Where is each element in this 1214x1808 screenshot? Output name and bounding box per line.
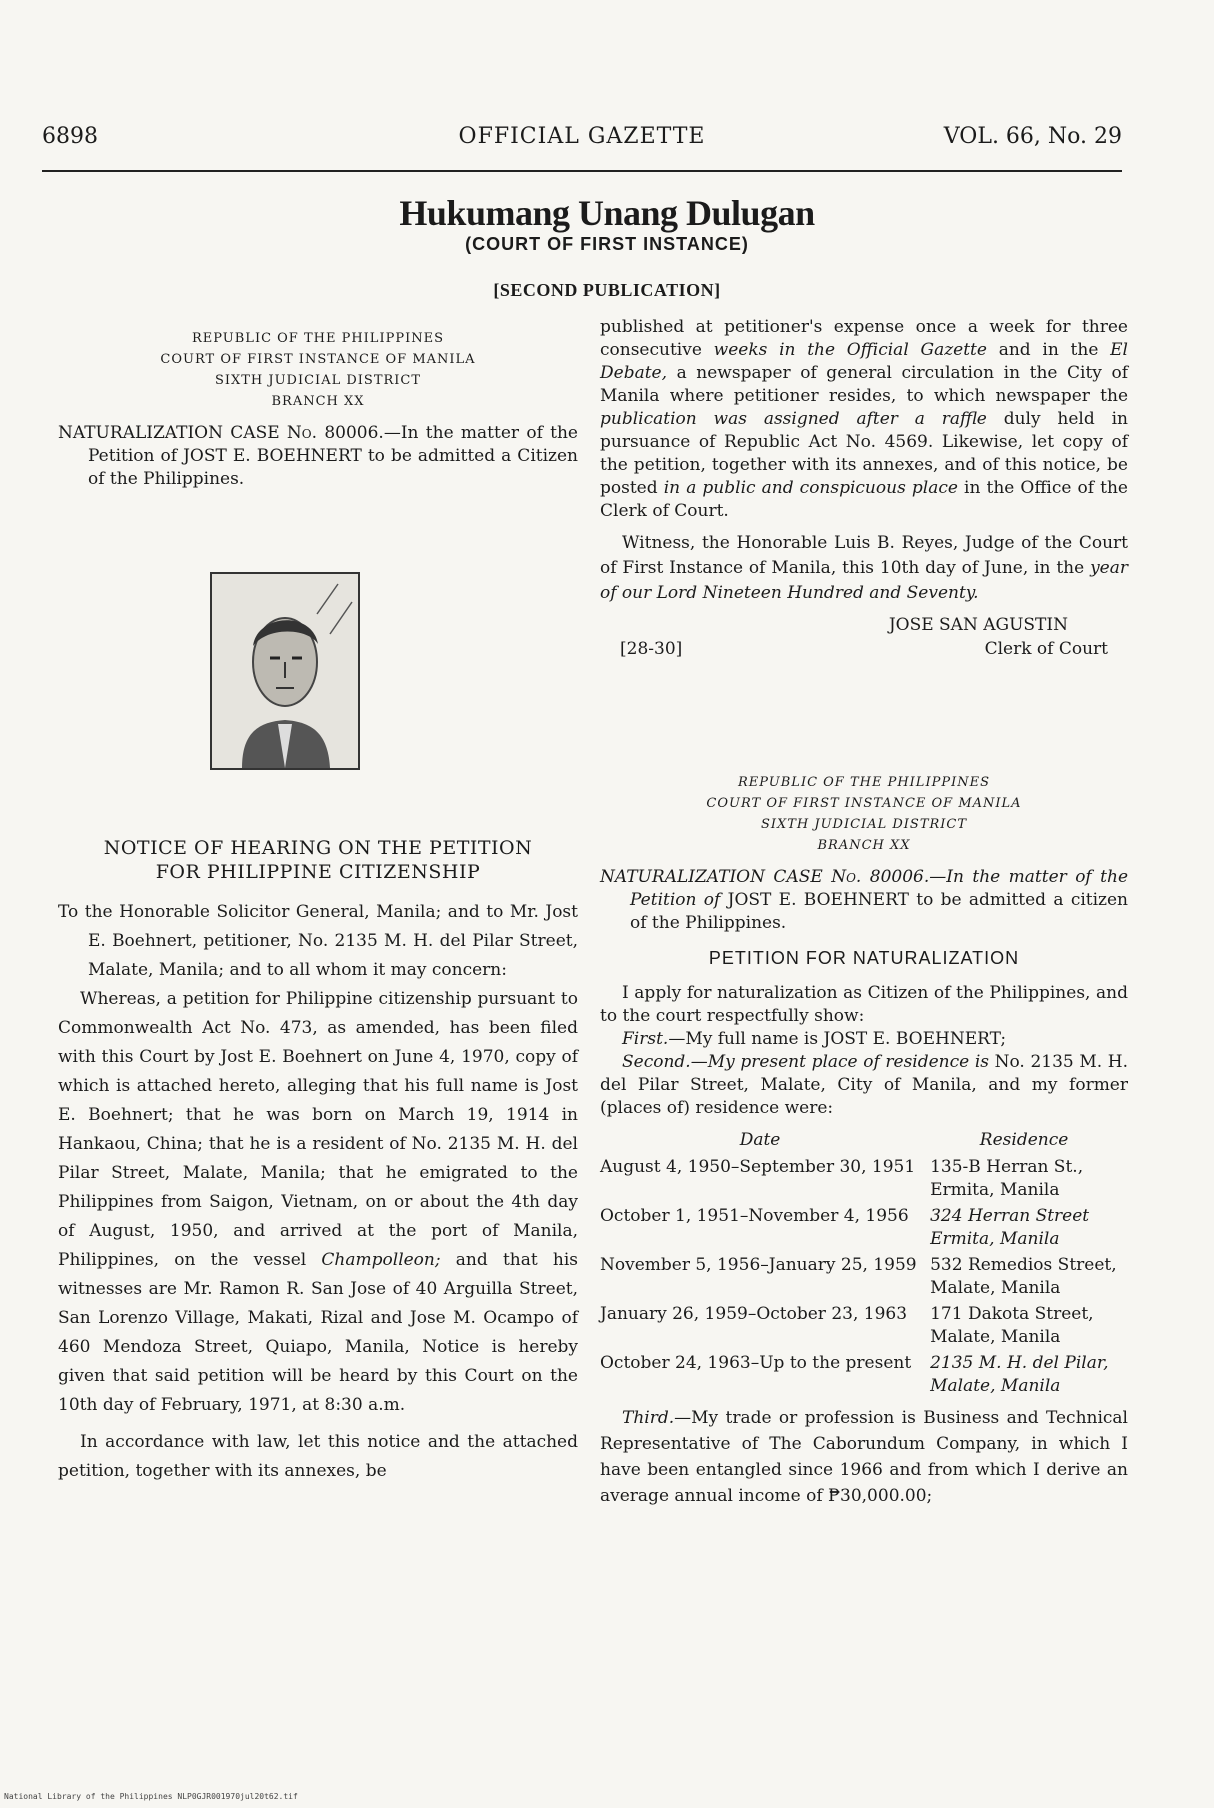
caption-line: SIXTH JUDICIAL DISTRICT	[760, 817, 968, 832]
text: —My trade or profession is Business and Technical Representative of The Caborundum Company, in which I have been entangled since 1966 and from which I derive an average annual income of ₱30,000.00;	[600, 1408, 1128, 1506]
text: —My full name is	[668, 1029, 824, 1049]
text: in a public and conspicuous place	[663, 478, 958, 498]
petition-heading: PETITION FOR NATURALIZATION	[708, 948, 1020, 968]
text: published at petitioner's expense once a week for three consecutive	[600, 317, 1128, 360]
notice-paragraph-text: Whereas, a petition for Philippine citizenship pursuant to Commonwealth Act No. 473, as amended, has been filed with this Court by Jost E. Boehnert on June 4, 1970, copy of which is attached hereto, alleging that his full name is Jost E. Boehnert; that he was born on March 19, 1914 in Hankaou, China; that he is a resident of No. 2135 M. H. del Pilar Street, Malate, Manila; that he emigrated to the Philippines from Saigon, Vietnam, on or about the 4th day of August, 1950, and arrived at the port of Manila, Philippines, on the vessel	[58, 989, 578, 1270]
publication-title: OFFICIAL GAZETTE	[458, 124, 706, 149]
petition-block	[600, 772, 1128, 1517]
caption-line: BRANCH XX	[271, 394, 365, 409]
caption-line: REPUBLIC OF THE PHILIPPINES	[192, 331, 444, 346]
text: year of our Lord Nineteen Hundred and Seventy.	[600, 558, 1128, 603]
notice-paragraph: In accordance with law, let this notice and the attached petition, together with its annexes, be	[58, 1432, 578, 1481]
table-row	[600, 1156, 1128, 1205]
residence-date: November 5, 1956–January 25, 1959	[600, 1255, 917, 1275]
residence-place: 532 Remedios Street, Malate, Manila	[930, 1255, 1117, 1298]
case-caption	[58, 328, 578, 412]
text: No. 2135 M. H. del Pilar Street, Malate, City of Manila, and my former (places of) residence were:	[600, 1052, 1128, 1118]
text: weeks in the Official Gazette	[713, 340, 987, 360]
petition-second	[600, 1051, 1128, 1120]
signature-block	[600, 614, 1128, 664]
case-caption	[600, 772, 1128, 856]
table-row	[600, 1205, 1128, 1254]
residence-place: 135-B Herran St., Ermita, Manila	[930, 1157, 1084, 1200]
case-tail: to be admitted a Citizen of the Philippines.	[88, 446, 578, 489]
column-header-date: Date	[739, 1130, 781, 1150]
caption-line: BRANCH XX	[817, 838, 911, 853]
caption-line: COURT OF FIRST INSTANCE OF MANILA	[160, 352, 476, 367]
header-rule	[42, 170, 1122, 172]
court-title: Hukumang Unang Dulugan	[399, 193, 815, 233]
text: a newspaper of general circulation in the City of Manila where petitioner resides, to which newspaper the	[600, 363, 1128, 406]
text: Second.	[622, 1052, 691, 1072]
notice-heading-line: FOR PHILIPPINE CITIZENSHIP	[155, 861, 481, 883]
table-row	[600, 1352, 1128, 1401]
residence-place: 324 Herran Street Ermita, Manila	[930, 1206, 1090, 1249]
residence-date: August 4, 1950–September 30, 1951	[600, 1157, 916, 1177]
archive-footer: National Library of the Philippines NLP0GJR001970jul20t62.tif	[4, 1792, 298, 1801]
residence-table	[600, 1128, 1128, 1401]
residence-date: October 24, 1963–Up to the present	[600, 1353, 912, 1373]
caption-line: REPUBLIC OF THE PHILIPPINES	[738, 775, 990, 790]
case-title	[58, 422, 578, 491]
publication-reference: [28-30]	[620, 639, 683, 659]
table-row	[600, 1303, 1128, 1352]
signatory-title: Clerk of Court	[984, 639, 1108, 659]
notice-paragraph	[58, 985, 578, 1420]
case-tail: to be admitted a citizen of the Philippines.	[630, 890, 1129, 933]
text: duly held in pursuance of Republic Act No. 4569. Likewise, let copy of the petition, together with its annexes, and of this notice, be posted	[600, 409, 1128, 498]
notice-address: To the Honorable Solicitor General, Manila; and to Mr. Jost E. Boehnert, petitioner, No. 2135 M. H. del Pilar Street, Malate, Manila; and to all whom it may concern:	[58, 902, 578, 980]
petition-third	[600, 1405, 1128, 1509]
notice-block	[58, 836, 578, 1494]
witness-paragraph	[600, 531, 1128, 606]
text: El Debate,	[600, 340, 1128, 383]
right-continuation	[600, 316, 1128, 664]
case-title	[600, 866, 1128, 935]
text: First.	[622, 1029, 669, 1049]
column-header-residence: Residence	[979, 1130, 1069, 1150]
notice-paragraph-text: and that his witnesses are Mr. Ramon R. San Jose of 40 Arguilla Street, San Lorenzo Village, Makati, Rizal and Jose M. Ocampo of 460 Mendoza Street, Quiapo, Manila, Notice is hereby given that said petition will be heard by this Court on the 10th day of February, 1971, at 8:30 a.m.	[58, 1250, 578, 1415]
petitioner-photo	[210, 572, 360, 770]
case-text: —In the matter of the Petition of	[630, 867, 1129, 910]
left-case-block	[58, 328, 578, 491]
text: in the Office of the Clerk of Court.	[600, 478, 1128, 521]
caption-line: COURT OF FIRST INSTANCE OF MANILA	[706, 796, 1022, 811]
text: Witness, the Honorable Luis B. Reyes, Judge of the Court of First Instance of Manila, this 10th day of June, in the	[600, 533, 1128, 578]
case-label: NATURALIZATION CASE No. 80006.	[600, 867, 930, 887]
table-header-row	[600, 1128, 1128, 1156]
court-subtitle: (COURT OF FIRST INSTANCE)	[465, 234, 749, 254]
portrait-image	[212, 574, 358, 768]
text: Third.	[622, 1408, 675, 1428]
text: JOST E. BOEHNERT;	[823, 1029, 1007, 1049]
petitioner-name: JOST E. BOEHNERT	[183, 446, 362, 466]
notice-heading-line: NOTICE OF HEARING ON THE PETITION	[103, 837, 533, 859]
running-head	[42, 124, 1122, 154]
case-label: NATURALIZATION CASE No. 80006.	[58, 423, 384, 443]
residence-date: October 1, 1951–November 4, 1956	[600, 1206, 909, 1226]
text: publication was assigned after a raffle	[600, 409, 987, 429]
residence-place: 2135 M. H. del Pilar, Malate, Manila	[930, 1353, 1109, 1396]
petition-intro: I apply for naturalization as Citizen of the Philippines, and to the court respectfully show:	[600, 983, 1128, 1026]
table-row	[600, 1254, 1128, 1303]
volume-number: VOL. 66, No. 29	[943, 124, 1122, 149]
signatory-name: JOSE SAN AGUSTIN	[888, 615, 1068, 635]
continuation-paragraph	[600, 316, 1128, 523]
text: —My present place of residence is	[690, 1052, 989, 1072]
petition-first	[600, 1028, 1128, 1051]
petitioner-name: JOST E. BOEHNERT	[727, 890, 909, 910]
page-number: 6898	[42, 124, 98, 149]
vessel-name: Champolleon;	[321, 1250, 441, 1270]
publication-label: [SECOND PUBLICATION]	[493, 280, 721, 300]
notice-heading	[58, 836, 578, 884]
residence-date: January 26, 1959–October 23, 1963	[600, 1304, 908, 1324]
caption-line: SIXTH JUDICIAL DISTRICT	[214, 373, 422, 388]
text: and in the	[986, 340, 1111, 360]
residence-place: 171 Dakota Street, Malate, Manila	[930, 1304, 1094, 1347]
case-text: —In the matter of the Petition of	[88, 423, 578, 466]
